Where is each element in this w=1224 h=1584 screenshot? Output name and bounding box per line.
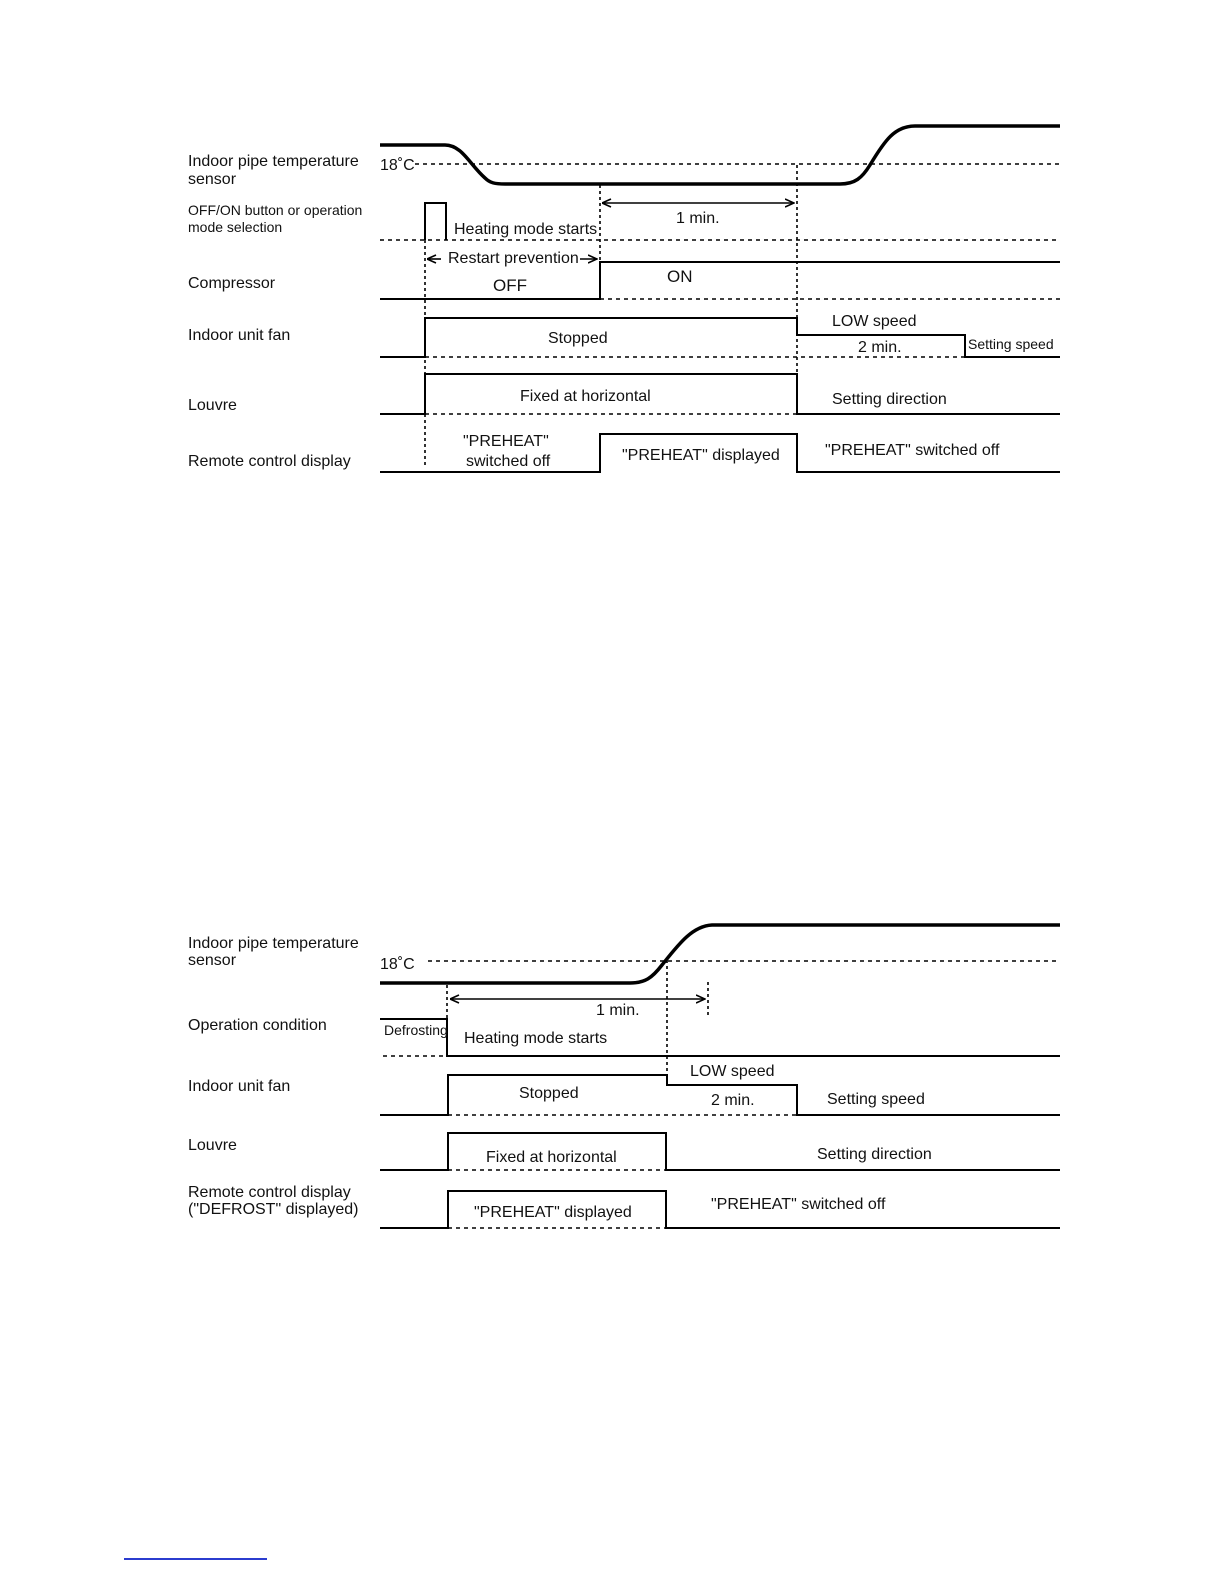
- temp-threshold-label: 18˚C: [380, 956, 415, 973]
- label-indoor-fan: Indoor unit fan: [188, 327, 291, 344]
- label-compressor: Compressor: [188, 275, 276, 292]
- label-pipe-sensor-2: sensor: [188, 952, 237, 969]
- compressor-signal: [380, 262, 1060, 299]
- label-offon: OFF/ON button or operation: [188, 202, 363, 218]
- louvre-signal: [380, 1133, 1060, 1170]
- fan-low-speed-text: LOW speed: [832, 313, 917, 330]
- preheat-switched-off-text: "PREHEAT" switched off: [825, 442, 1000, 459]
- one-min-text: 1 min.: [596, 1002, 640, 1019]
- defrosting-text: Defrosting: [384, 1022, 448, 1038]
- louvre-signal: [380, 374, 1060, 414]
- fan-setting-speed-text: Setting speed: [827, 1091, 925, 1108]
- pipe-temperature-curve: [380, 126, 1060, 184]
- louvre-fixed-text: Fixed at horizontal: [486, 1149, 617, 1166]
- preheat-displayed-text: "PREHEAT" displayed: [474, 1204, 632, 1221]
- compressor-on-text: ON: [667, 267, 693, 286]
- fan-stopped-text: Stopped: [548, 330, 608, 347]
- indoor-fan-signal: [380, 318, 1060, 357]
- restart-prevention-text: Restart prevention: [448, 250, 579, 267]
- fan-setting-speed-text: Setting speed: [968, 336, 1054, 352]
- label-pipe-sensor: Indoor pipe temperature: [188, 153, 359, 170]
- label-louvre: Louvre: [188, 397, 237, 414]
- diagram-2: [188, 925, 1060, 1228]
- preheat-off-text-2: switched off: [466, 453, 551, 470]
- label-louvre: Louvre: [188, 1137, 237, 1154]
- label-remote-display: Remote control display: [188, 453, 351, 470]
- label-pipe-sensor: Indoor pipe temperature: [188, 935, 359, 952]
- fan-stopped-text: Stopped: [519, 1085, 579, 1102]
- louvre-setting-text: Setting direction: [817, 1146, 932, 1163]
- heating-mode-starts-text: Heating mode starts: [454, 221, 598, 238]
- fan-two-min-text: 2 min.: [711, 1092, 755, 1109]
- compressor-off-text: OFF: [493, 276, 527, 295]
- heating-mode-starts-text: Heating mode starts: [464, 1030, 608, 1047]
- label-indoor-fan: Indoor unit fan: [188, 1078, 291, 1095]
- label-pipe-sensor-2: sensor: [188, 171, 237, 188]
- preheat-displayed-text: "PREHEAT" displayed: [622, 447, 780, 464]
- label-remote-display: Remote control display: [188, 1184, 351, 1201]
- pipe-temperature-curve: [380, 925, 1060, 983]
- preheat-off-text-1: "PREHEAT": [463, 433, 549, 450]
- footnote-separator: [124, 1558, 267, 1560]
- label-remote-display-2: ("DEFROST" displayed): [188, 1201, 359, 1218]
- temp-threshold-label: 18˚C: [380, 157, 415, 174]
- offon-pulse: [425, 203, 446, 240]
- fan-two-min-text: 2 min.: [858, 339, 902, 356]
- fan-low-speed-text: LOW speed: [690, 1063, 775, 1080]
- label-offon-2: mode selection: [188, 219, 283, 235]
- louvre-setting-text: Setting direction: [832, 391, 947, 408]
- label-operation-condition: Operation condition: [188, 1017, 327, 1034]
- diagram-1: [188, 126, 1060, 472]
- preheat-switched-off-text: "PREHEAT" switched off: [711, 1196, 886, 1213]
- one-min-text: 1 min.: [676, 210, 720, 227]
- louvre-fixed-text: Fixed at horizontal: [520, 388, 651, 405]
